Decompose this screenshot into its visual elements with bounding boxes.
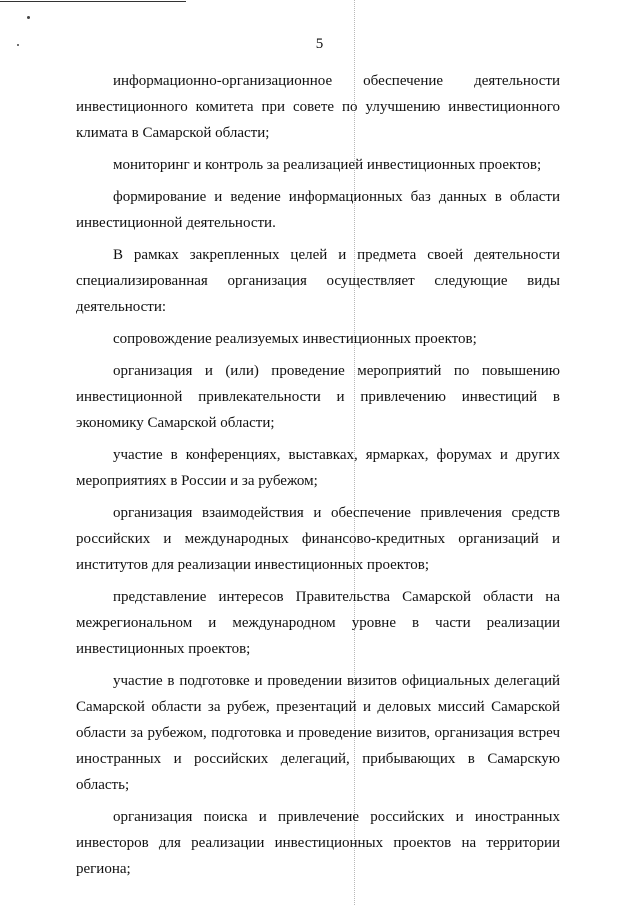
paragraph: организация и (или) проведение мероприятий по повышению инвестиционной привлекательности и привлечению инвестиций в экономику Самарской области;	[76, 363, 560, 431]
paragraph: В рамках закрепленных целей и предмета своей деятельности специализированная организация осуществляет следующие виды деятельности:	[76, 247, 560, 315]
paragraph: представление интересов Правительства Самарской области на межрегиональном и международном уровне в части реализации инвестиционных проектов;	[76, 589, 560, 657]
paragraph: формирование и ведение информационных баз данных в области инвестиционной деятельности.	[76, 189, 560, 231]
document-body	[76, 68, 560, 888]
paragraph: мониторинг и контроль за реализацией инвестиционных проектов;	[113, 157, 542, 173]
paragraph: организация поиска и привлечение российских и иностранных инвесторов для реализации инвестиционных проектов на территории региона;	[76, 809, 560, 877]
scan-speck	[27, 16, 30, 19]
paragraph: участие в конференциях, выставках, ярмарках, форумах и других мероприятиях в России и за рубежом;	[76, 447, 560, 489]
paragraph: организация взаимодействия и обеспечение привлечения средств российских и международных финансово-кредитных организаций и институтов для реализации инвестиционных проектов;	[76, 505, 560, 573]
page-number: 5	[315, 36, 324, 52]
paragraph: участие в подготовке и проведении визитов официальных делегаций Самарской области за рубеж, презентаций и деловых миссий Самарской области за рубежом, подготовка и проведение визитов, организация встреч иностранных и российских делегаций, прибывающих в Самарскую область;	[76, 673, 560, 793]
scan-edge-line	[0, 1, 186, 2]
paragraph: сопровождение реализуемых инвестиционных проектов;	[113, 331, 477, 347]
paragraph: информационно-организационное обеспечение деятельности инвестиционного комитета при совете по улучшению инвестиционного климата в Самарской области;	[76, 73, 560, 141]
